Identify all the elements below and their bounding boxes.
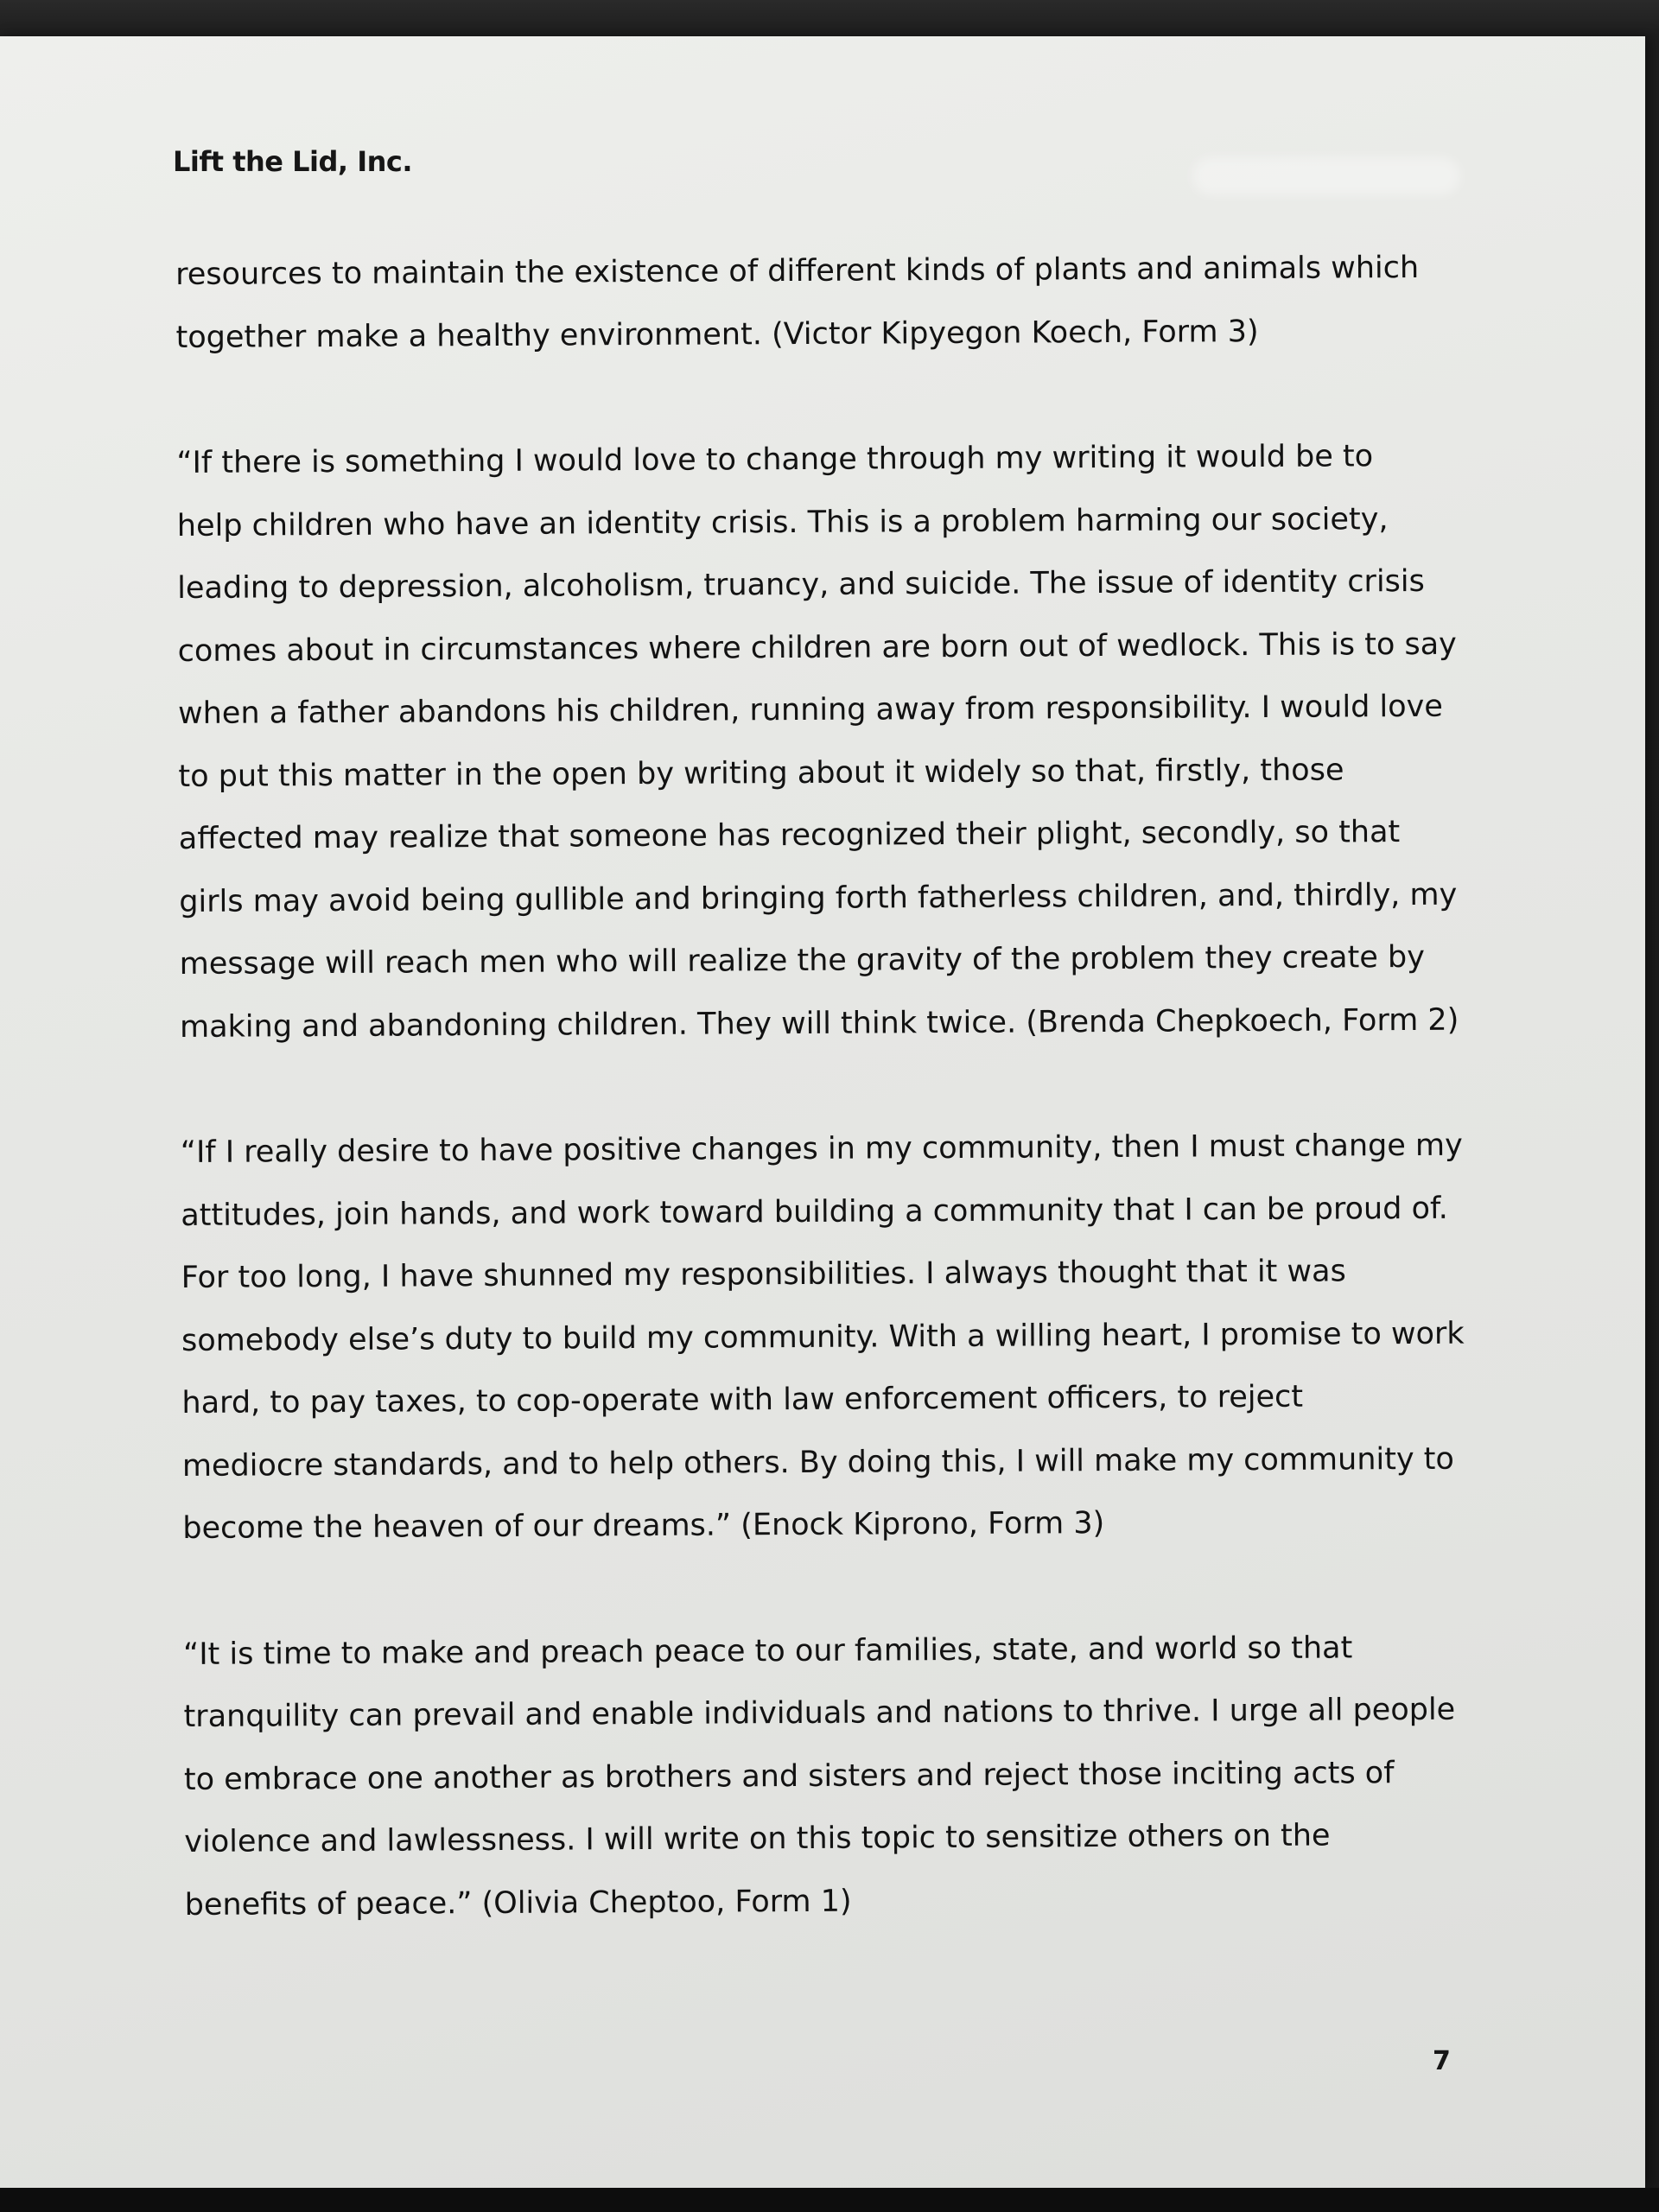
text-line: making and abandoning children. They will think twice. (Brenda Chepkoech, Form 2) — [179, 1002, 1459, 1045]
text-line: “If there is something I would love to change through my writing it would be to — [176, 439, 1374, 480]
paragraph — [176, 425, 1467, 1058]
text-line: to put this matter in the open by writing about it widely so that, firstly, those — [178, 752, 1344, 794]
text-line: For too long, I have shunned my responsibilities. I always thought that it was — [181, 1254, 1346, 1295]
text-line: to embrace one another as brothers and sisters and reject those inciting acts of — [183, 1755, 1395, 1797]
text-line: tranquility can prevail and enable individuals and nations to thrive. I urge all people — [183, 1692, 1456, 1734]
text-line: become the heaven of our dreams.” (Enock Kiprono, Form 3) — [182, 1506, 1105, 1546]
text-line: somebody else’s duty to build my community. With a willing heart, I promise to work — [181, 1316, 1465, 1358]
text-line: leading to depression, alcoholism, truancy, and suicide. The issue of identity crisis — [177, 563, 1425, 606]
text-line: help children who have an identity crisis. This is a problem harming our society, — [176, 501, 1389, 543]
paragraph — [181, 1115, 1471, 1560]
text-line: affected may realize that someone has recognized their plight, secondly, so that — [178, 815, 1401, 856]
body-text — [175, 237, 1472, 1999]
text-line: hard, to pay taxes, to cop-operate with law enforcement officers, to reject — [181, 1379, 1304, 1421]
text-line: violence and lawlessness. I will write on this topic to sensitize others on the — [184, 1818, 1331, 1859]
text-line: mediocre standards, and to help others. By doing this, I will make my community to — [181, 1441, 1454, 1484]
text-line: benefits of peace.” (Olivia Cheptoo, Form 1) — [184, 1884, 852, 1923]
text-line: attitudes, join hands, and work toward building a community that I can be proud of. — [181, 1191, 1448, 1233]
text-line: resources to maintain the existence of different kinds of plants and animals which — [175, 250, 1420, 292]
text-line: message will reach men who will realize the gravity of the problem they create by — [179, 939, 1425, 982]
running-header: Lift the Lid, Inc. — [173, 145, 413, 178]
text-line: comes about in circumstances where children are born out of wedlock. This is to say — [177, 626, 1457, 669]
text-line: “It is time to make and preach peace to our families, state, and world so that — [183, 1630, 1353, 1672]
paragraph — [183, 1616, 1472, 1936]
text-line: together make a healthy environment. (Victor Kipyegon Koech, Form 3) — [175, 314, 1259, 355]
paragraph — [175, 237, 1464, 369]
light-glare — [1192, 157, 1460, 195]
text-line: girls may avoid being gullible and bringing forth fatherless children, and, thirdly, my — [179, 877, 1458, 919]
text-line: “If I really desire to have positive changes in my community, then I must change my — [180, 1128, 1463, 1170]
text-line: when a father abandons his children, running away from responsibility. I would love — [177, 689, 1443, 731]
photo-bottom-edge — [0, 2188, 1659, 2212]
page-number: 7 — [1433, 2046, 1451, 2076]
